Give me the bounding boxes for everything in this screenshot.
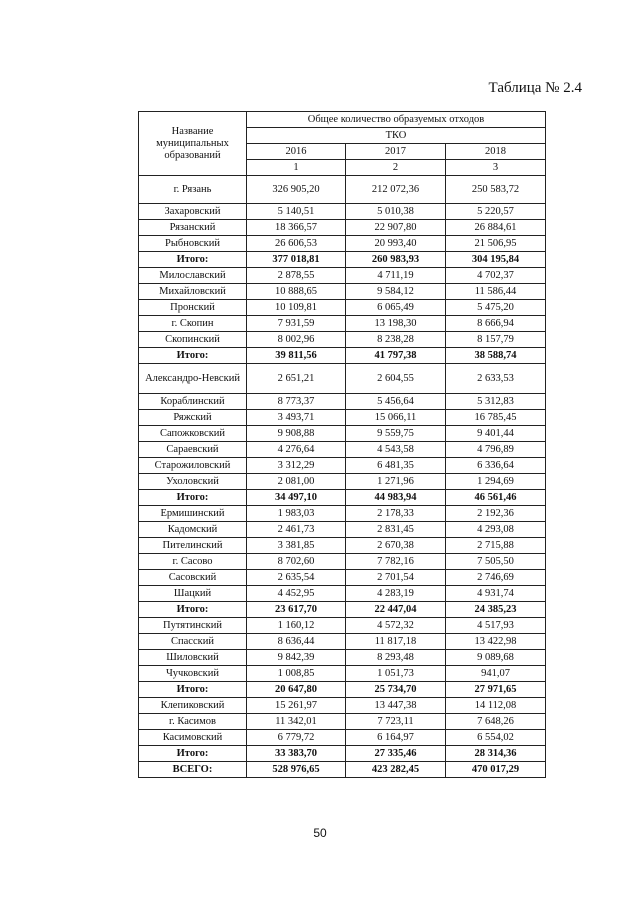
municipality-name: Чучковский (139, 666, 247, 682)
value-2018: 2 746,69 (446, 570, 546, 586)
table-row (139, 714, 546, 730)
value-2017: 6 065,49 (346, 300, 446, 316)
municipality-name: Захаровский (139, 204, 247, 220)
value-2018: 250 583,72 (446, 176, 546, 204)
table-row (139, 284, 546, 300)
municipality-name: Итого: (139, 348, 247, 364)
value-2018: 5 475,20 (446, 300, 546, 316)
municipality-name: Кадомский (139, 522, 247, 538)
table-row (139, 730, 546, 746)
table-header (139, 112, 546, 176)
table-caption: Таблица № 2.4 (488, 80, 582, 96)
value-2016: 9 842,39 (247, 650, 346, 666)
value-2018: 38 588,74 (446, 348, 546, 364)
value-2016: 8 002,96 (247, 332, 346, 348)
value-2016: 2 878,55 (247, 268, 346, 284)
header-year-2016: 2016 (247, 144, 346, 160)
value-2016: 8 636,44 (247, 634, 346, 650)
value-2018: 941,07 (446, 666, 546, 682)
value-2017: 15 066,11 (346, 410, 446, 426)
waste-table (138, 111, 546, 778)
subtotal-row (139, 252, 546, 268)
value-2016: 15 261,97 (247, 698, 346, 714)
table-row (139, 300, 546, 316)
table-row (139, 522, 546, 538)
value-2016: 20 647,80 (247, 682, 346, 698)
value-2016: 3 381,85 (247, 538, 346, 554)
header-col-number-1: 1 (247, 160, 346, 176)
value-2018: 304 195,84 (446, 252, 546, 268)
value-2016: 377 018,81 (247, 252, 346, 268)
value-2016: 2 081,00 (247, 474, 346, 490)
value-2018: 46 561,46 (446, 490, 546, 506)
value-2017: 5 456,64 (346, 394, 446, 410)
subtotal-row (139, 490, 546, 506)
value-2017: 2 701,54 (346, 570, 446, 586)
municipality-name: Рязанский (139, 220, 247, 236)
table-row (139, 538, 546, 554)
value-2016: 18 366,57 (247, 220, 346, 236)
header-col-number-2: 2 (346, 160, 446, 176)
value-2018: 1 294,69 (446, 474, 546, 490)
value-2017: 2 604,55 (346, 364, 446, 394)
value-2018: 21 506,95 (446, 236, 546, 252)
value-2016: 34 497,10 (247, 490, 346, 506)
municipality-name: Ермишинский (139, 506, 247, 522)
subtotal-row (139, 682, 546, 698)
municipality-name: Рыбновский (139, 236, 247, 252)
municipality-name: г. Скопин (139, 316, 247, 332)
value-2016: 26 606,53 (247, 236, 346, 252)
value-2018: 5 312,83 (446, 394, 546, 410)
value-2018: 11 586,44 (446, 284, 546, 300)
table-row (139, 442, 546, 458)
value-2016: 1 983,03 (247, 506, 346, 522)
value-2017: 7 782,16 (346, 554, 446, 570)
value-2016: 2 461,73 (247, 522, 346, 538)
value-2017: 8 293,48 (346, 650, 446, 666)
subtotal-row (139, 348, 546, 364)
value-2018: 6 554,02 (446, 730, 546, 746)
value-2018: 24 385,23 (446, 602, 546, 618)
municipality-name: Скопинский (139, 332, 247, 348)
municipality-name: г. Рязань (139, 176, 247, 204)
value-2016: 8 702,60 (247, 554, 346, 570)
value-2016: 3 493,71 (247, 410, 346, 426)
value-2018: 9 401,44 (446, 426, 546, 442)
value-2016: 6 779,72 (247, 730, 346, 746)
value-2017: 5 010,38 (346, 204, 446, 220)
value-2016: 39 811,56 (247, 348, 346, 364)
municipality-name: Сасовский (139, 570, 247, 586)
grand-total-row (139, 762, 546, 778)
table-row (139, 666, 546, 682)
municipality-name: Сараевский (139, 442, 247, 458)
table-row (139, 236, 546, 252)
value-2018: 4 931,74 (446, 586, 546, 602)
value-2017: 13 447,38 (346, 698, 446, 714)
value-2016: 11 342,01 (247, 714, 346, 730)
municipality-name: г. Касимов (139, 714, 247, 730)
municipality-name: Спасский (139, 634, 247, 650)
table-row (139, 426, 546, 442)
value-2018: 4 293,08 (446, 522, 546, 538)
value-2017: 212 072,36 (346, 176, 446, 204)
value-2017: 22 907,80 (346, 220, 446, 236)
value-2017: 7 723,11 (346, 714, 446, 730)
municipality-name: Шацкий (139, 586, 247, 602)
value-2016: 5 140,51 (247, 204, 346, 220)
municipality-name: ВСЕГО: (139, 762, 247, 778)
table-row (139, 698, 546, 714)
value-2017: 2 831,45 (346, 522, 446, 538)
municipality-name: Александро-Невский (139, 364, 247, 394)
municipality-name: Путятинский (139, 618, 247, 634)
value-2016: 33 383,70 (247, 746, 346, 762)
value-2016: 10 888,65 (247, 284, 346, 300)
value-2017: 2 670,38 (346, 538, 446, 554)
municipality-name: Ряжский (139, 410, 247, 426)
municipality-name: Итого: (139, 252, 247, 268)
value-2017: 41 797,38 (346, 348, 446, 364)
value-2018: 5 220,57 (446, 204, 546, 220)
table-row (139, 268, 546, 284)
table-row (139, 332, 546, 348)
header-group: Общее количество образуемых отходов (247, 112, 546, 128)
value-2017: 9 559,75 (346, 426, 446, 442)
table-row (139, 394, 546, 410)
header-name-column: Название муниципальных образований (139, 112, 247, 176)
value-2018: 13 422,98 (446, 634, 546, 650)
value-2016: 7 931,59 (247, 316, 346, 332)
table-row (139, 634, 546, 650)
table-row (139, 570, 546, 586)
value-2017: 6 481,35 (346, 458, 446, 474)
value-2017: 25 734,70 (346, 682, 446, 698)
municipality-name: Милославский (139, 268, 247, 284)
municipality-name: Итого: (139, 682, 247, 698)
value-2016: 2 651,21 (247, 364, 346, 394)
value-2017: 13 198,30 (346, 316, 446, 332)
value-2017: 6 164,97 (346, 730, 446, 746)
municipality-name: г. Сасово (139, 554, 247, 570)
value-2017: 44 983,94 (346, 490, 446, 506)
value-2016: 4 452,95 (247, 586, 346, 602)
table-row (139, 586, 546, 602)
value-2016: 326 905,20 (247, 176, 346, 204)
value-2018: 7 505,50 (446, 554, 546, 570)
municipality-name: Михайловский (139, 284, 247, 300)
value-2017: 11 817,18 (346, 634, 446, 650)
value-2016: 23 617,70 (247, 602, 346, 618)
municipality-name: Итого: (139, 602, 247, 618)
value-2016: 2 635,54 (247, 570, 346, 586)
value-2018: 6 336,64 (446, 458, 546, 474)
value-2017: 8 238,28 (346, 332, 446, 348)
value-2017: 22 447,04 (346, 602, 446, 618)
header-year-2018: 2018 (446, 144, 546, 160)
table-row (139, 458, 546, 474)
value-2018: 8 157,79 (446, 332, 546, 348)
value-2018: 2 715,88 (446, 538, 546, 554)
table-row (139, 650, 546, 666)
value-2018: 28 314,36 (446, 746, 546, 762)
value-2018: 4 796,89 (446, 442, 546, 458)
municipality-name: Итого: (139, 746, 247, 762)
value-2016: 9 908,88 (247, 426, 346, 442)
table-row (139, 176, 546, 204)
value-2017: 1 051,73 (346, 666, 446, 682)
page-number: 50 (313, 826, 327, 840)
value-2017: 20 993,40 (346, 236, 446, 252)
table-row (139, 204, 546, 220)
table-body (139, 176, 546, 778)
value-2018: 14 112,08 (446, 698, 546, 714)
value-2017: 4 711,19 (346, 268, 446, 284)
value-2016: 8 773,37 (247, 394, 346, 410)
value-2018: 7 648,26 (446, 714, 546, 730)
municipality-name: Сапожковский (139, 426, 247, 442)
municipality-name: Касимовский (139, 730, 247, 746)
table-row (139, 474, 546, 490)
value-2017: 2 178,33 (346, 506, 446, 522)
value-2018: 9 089,68 (446, 650, 546, 666)
value-2018: 470 017,29 (446, 762, 546, 778)
subtotal-row (139, 602, 546, 618)
table-row (139, 410, 546, 426)
municipality-name: Ухоловский (139, 474, 247, 490)
value-2018: 4 702,37 (446, 268, 546, 284)
value-2017: 4 572,32 (346, 618, 446, 634)
value-2018: 16 785,45 (446, 410, 546, 426)
header-subgroup: ТКО (247, 128, 546, 144)
table-row (139, 554, 546, 570)
municipality-name: Пителинский (139, 538, 247, 554)
municipality-name: Кораблинский (139, 394, 247, 410)
value-2017: 4 543,58 (346, 442, 446, 458)
value-2018: 27 971,65 (446, 682, 546, 698)
municipality-name: Старожиловский (139, 458, 247, 474)
value-2018: 4 517,93 (446, 618, 546, 634)
value-2017: 4 283,19 (346, 586, 446, 602)
municipality-name: Клепиковский (139, 698, 247, 714)
value-2018: 26 884,61 (446, 220, 546, 236)
table-row (139, 506, 546, 522)
header-col-number-3: 3 (446, 160, 546, 176)
value-2017: 260 983,93 (346, 252, 446, 268)
value-2016: 1 160,12 (247, 618, 346, 634)
table-row (139, 316, 546, 332)
value-2016: 4 276,64 (247, 442, 346, 458)
value-2017: 1 271,96 (346, 474, 446, 490)
value-2018: 8 666,94 (446, 316, 546, 332)
municipality-name: Шиловский (139, 650, 247, 666)
table-row (139, 364, 546, 394)
table-row (139, 220, 546, 236)
municipality-name: Итого: (139, 490, 247, 506)
value-2016: 3 312,29 (247, 458, 346, 474)
value-2017: 423 282,45 (346, 762, 446, 778)
value-2016: 10 109,81 (247, 300, 346, 316)
table-row (139, 618, 546, 634)
value-2016: 1 008,85 (247, 666, 346, 682)
value-2017: 27 335,46 (346, 746, 446, 762)
value-2016: 528 976,65 (247, 762, 346, 778)
value-2017: 9 584,12 (346, 284, 446, 300)
subtotal-row (139, 746, 546, 762)
value-2018: 2 192,36 (446, 506, 546, 522)
value-2018: 2 633,53 (446, 364, 546, 394)
municipality-name: Пронский (139, 300, 247, 316)
header-year-2017: 2017 (346, 144, 446, 160)
